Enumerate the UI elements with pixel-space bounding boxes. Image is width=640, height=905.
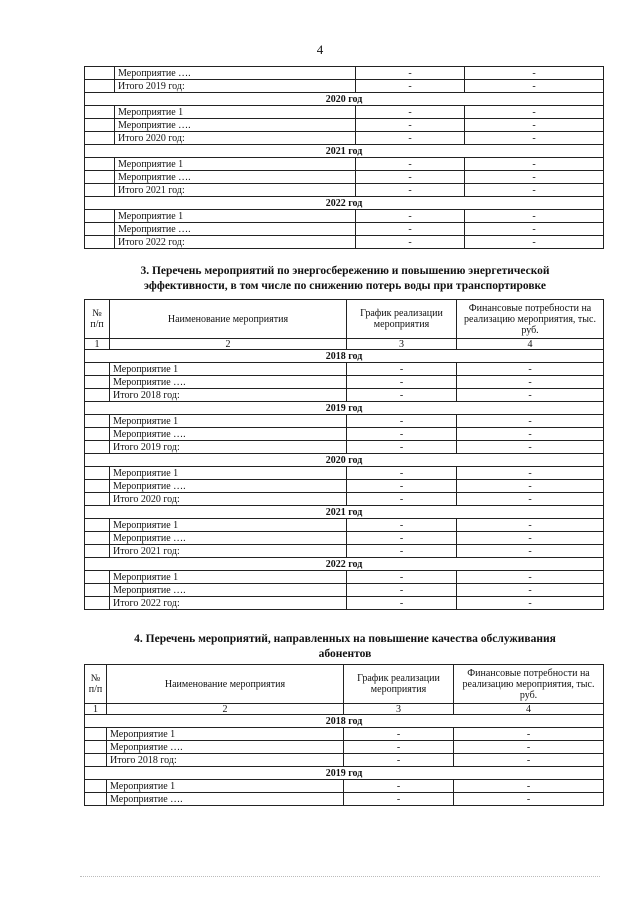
- row-number: [85, 119, 115, 132]
- row-schedule: -: [344, 780, 454, 793]
- row-name: Мероприятие ….: [115, 171, 356, 184]
- row-finance: -: [457, 415, 604, 428]
- row-finance: -: [465, 236, 604, 249]
- row-name: Итого 2020 год:: [115, 132, 356, 145]
- row-finance: -: [457, 376, 604, 389]
- year-label: 2022 год: [85, 197, 604, 210]
- row-number: [85, 389, 110, 402]
- column-index: 4: [454, 704, 604, 715]
- table-row: [85, 171, 604, 184]
- table-row: [85, 467, 604, 480]
- column-index: 3: [344, 704, 454, 715]
- row-name: Мероприятие 1: [110, 571, 347, 584]
- row-schedule: -: [356, 184, 465, 197]
- row-finance: -: [465, 106, 604, 119]
- total-row: [85, 389, 604, 402]
- row-schedule: -: [344, 793, 454, 806]
- row-name: Мероприятие ….: [110, 428, 347, 441]
- row-number: [85, 106, 115, 119]
- header-num: № п/п: [85, 300, 110, 339]
- row-number: [85, 728, 107, 741]
- row-name: Мероприятие ….: [107, 793, 344, 806]
- row-schedule: -: [347, 571, 457, 584]
- total-row: [85, 236, 604, 249]
- row-schedule: -: [356, 236, 465, 249]
- row-number: [85, 210, 115, 223]
- row-finance: -: [465, 223, 604, 236]
- column-index: 1: [85, 704, 107, 715]
- table-row: [85, 415, 604, 428]
- table-row: [85, 480, 604, 493]
- total-row: [85, 597, 604, 610]
- row-finance: -: [457, 584, 604, 597]
- row-finance: -: [457, 532, 604, 545]
- row-schedule: -: [356, 119, 465, 132]
- header-schedule: График реализации мероприятия: [344, 665, 454, 704]
- row-name: Итого 2018 год:: [110, 389, 347, 402]
- header-finance: Финансовые потребности на реализацию мероприятия, тыс. руб.: [457, 300, 604, 339]
- energy-saving-table: [84, 299, 604, 610]
- row-finance: -: [454, 754, 604, 767]
- row-number: [85, 493, 110, 506]
- row-finance: -: [457, 545, 604, 558]
- row-number: [85, 441, 110, 454]
- row-name: Мероприятие ….: [107, 741, 344, 754]
- header-name: Наименование мероприятия: [110, 300, 347, 339]
- row-number: [85, 132, 115, 145]
- row-name: Мероприятие 1: [115, 210, 356, 223]
- row-schedule: -: [356, 158, 465, 171]
- row-number: [85, 584, 110, 597]
- row-schedule: -: [347, 597, 457, 610]
- row-schedule: -: [347, 584, 457, 597]
- row-name: Итого 2019 год:: [115, 80, 356, 93]
- column-index-row: [85, 704, 604, 715]
- table-row: [85, 376, 604, 389]
- row-finance: -: [457, 571, 604, 584]
- row-schedule: -: [347, 493, 457, 506]
- row-number: [85, 532, 110, 545]
- row-number: [85, 754, 107, 767]
- year-row: [85, 402, 604, 415]
- table-row: [85, 584, 604, 597]
- row-name: Мероприятие 1: [107, 728, 344, 741]
- header-row: [85, 665, 604, 704]
- row-name: Итого 2020 год:: [110, 493, 347, 506]
- table-row: [85, 158, 604, 171]
- row-finance: -: [465, 171, 604, 184]
- year-row: [85, 558, 604, 571]
- year-label: 2018 год: [85, 350, 604, 363]
- row-schedule: -: [356, 132, 465, 145]
- table-row: [85, 780, 604, 793]
- year-row: [85, 767, 604, 780]
- header-name: Наименование мероприятия: [107, 665, 344, 704]
- year-row: [85, 93, 604, 106]
- row-finance: -: [457, 519, 604, 532]
- total-row: [85, 132, 604, 145]
- table-row: [85, 363, 604, 376]
- row-schedule: -: [356, 106, 465, 119]
- row-number: [85, 363, 110, 376]
- row-number: [85, 793, 107, 806]
- row-schedule: -: [347, 545, 457, 558]
- row-name: Итого 2018 год:: [107, 754, 344, 767]
- row-finance: -: [457, 363, 604, 376]
- row-schedule: -: [347, 363, 457, 376]
- row-schedule: -: [347, 441, 457, 454]
- row-name: Мероприятие 1: [110, 363, 347, 376]
- column-index: 3: [347, 339, 457, 350]
- row-finance: -: [465, 67, 604, 80]
- column-index: 4: [457, 339, 604, 350]
- row-name: Мероприятие 1: [107, 780, 344, 793]
- row-name: Итого 2022 год:: [110, 597, 347, 610]
- row-schedule: -: [347, 532, 457, 545]
- year-row: [85, 145, 604, 158]
- year-row: [85, 350, 604, 363]
- header-schedule: График реализации мероприятия: [347, 300, 457, 339]
- column-index-row: [85, 339, 604, 350]
- row-number: [85, 171, 115, 184]
- table-row: [85, 119, 604, 132]
- row-name: Мероприятие ….: [115, 223, 356, 236]
- year-row: [85, 197, 604, 210]
- row-number: [85, 223, 115, 236]
- row-schedule: -: [344, 728, 454, 741]
- row-name: Мероприятие 1: [115, 106, 356, 119]
- table-row: [85, 428, 604, 441]
- row-number: [85, 158, 115, 171]
- total-row: [85, 493, 604, 506]
- row-name: Мероприятие ….: [110, 480, 347, 493]
- row-finance: -: [457, 441, 604, 454]
- row-name: Итого 2021 год:: [115, 184, 356, 197]
- row-schedule: -: [347, 389, 457, 402]
- year-label: 2020 год: [85, 93, 604, 106]
- section-4-title: 4. Перечень мероприятий, направленных на повышение качества обслуживания абонентов: [134, 633, 556, 660]
- row-schedule: -: [356, 171, 465, 184]
- row-number: [85, 480, 110, 493]
- year-label: 2018 год: [85, 715, 604, 728]
- row-schedule: -: [356, 223, 465, 236]
- row-schedule: -: [347, 519, 457, 532]
- year-label: 2022 год: [85, 558, 604, 571]
- row-schedule: -: [347, 467, 457, 480]
- year-row: [85, 506, 604, 519]
- row-schedule: -: [344, 741, 454, 754]
- row-finance: -: [457, 428, 604, 441]
- column-index: 1: [85, 339, 110, 350]
- row-finance: -: [465, 184, 604, 197]
- row-number: [85, 467, 110, 480]
- column-index: 2: [107, 704, 344, 715]
- row-number: [85, 571, 110, 584]
- row-number: [85, 376, 110, 389]
- row-name: Мероприятие 1: [110, 415, 347, 428]
- total-row: [85, 441, 604, 454]
- header-num: № п/п: [85, 665, 107, 704]
- row-schedule: -: [347, 415, 457, 428]
- row-schedule: -: [356, 67, 465, 80]
- row-finance: -: [465, 158, 604, 171]
- table-row: [85, 793, 604, 806]
- row-name: Мероприятие 1: [115, 158, 356, 171]
- row-number: [85, 780, 107, 793]
- row-number: [85, 519, 110, 532]
- service-quality-table: [84, 664, 604, 806]
- row-name: Мероприятие ….: [115, 67, 356, 80]
- row-name: Мероприятие 1: [110, 519, 347, 532]
- total-row: [85, 754, 604, 767]
- total-row: [85, 545, 604, 558]
- year-label: 2020 год: [85, 454, 604, 467]
- row-number: [85, 236, 115, 249]
- column-index: 2: [110, 339, 347, 350]
- row-schedule: -: [347, 480, 457, 493]
- row-number: [85, 597, 110, 610]
- table-row: [85, 532, 604, 545]
- row-number: [85, 545, 110, 558]
- row-name: Итого 2021 год:: [110, 545, 347, 558]
- row-finance: -: [457, 467, 604, 480]
- row-finance: -: [465, 132, 604, 145]
- scan-edge-line: [80, 876, 600, 877]
- year-label: 2019 год: [85, 767, 604, 780]
- year-label: 2021 год: [85, 506, 604, 519]
- row-number: [85, 741, 107, 754]
- row-name: Итого 2019 год:: [110, 441, 347, 454]
- table-row: [85, 519, 604, 532]
- row-schedule: -: [347, 376, 457, 389]
- row-finance: -: [457, 480, 604, 493]
- year-row: [85, 715, 604, 728]
- header-finance: Финансовые потребности на реализацию мероприятия, тыс. руб.: [454, 665, 604, 704]
- year-label: 2021 год: [85, 145, 604, 158]
- row-finance: -: [465, 119, 604, 132]
- row-name: Мероприятие ….: [115, 119, 356, 132]
- row-name: Мероприятие 1: [110, 467, 347, 480]
- page-number: 4: [316, 42, 324, 57]
- table-row: [85, 223, 604, 236]
- row-schedule: -: [347, 428, 457, 441]
- row-finance: -: [457, 389, 604, 402]
- row-name: Мероприятие ….: [110, 584, 347, 597]
- header-row: [85, 300, 604, 339]
- row-number: [85, 428, 110, 441]
- row-number: [85, 67, 115, 80]
- row-name: Мероприятие ….: [110, 376, 347, 389]
- table-row: [85, 728, 604, 741]
- total-row: [85, 184, 604, 197]
- row-number: [85, 415, 110, 428]
- row-name: Мероприятие ….: [110, 532, 347, 545]
- year-row: [85, 454, 604, 467]
- row-finance: -: [465, 80, 604, 93]
- row-finance: -: [465, 210, 604, 223]
- row-finance: -: [454, 793, 604, 806]
- table-row: [85, 741, 604, 754]
- row-schedule: -: [344, 754, 454, 767]
- table-row: [85, 106, 604, 119]
- row-finance: -: [454, 741, 604, 754]
- row-finance: -: [457, 597, 604, 610]
- total-row: [85, 80, 604, 93]
- row-number: [85, 184, 115, 197]
- row-finance: -: [454, 780, 604, 793]
- table-row: [85, 210, 604, 223]
- row-schedule: -: [356, 210, 465, 223]
- row-number: [85, 80, 115, 93]
- year-label: 2019 год: [85, 402, 604, 415]
- continued-table: [84, 66, 604, 249]
- section-3-title: 3. Перечень мероприятий по энергосбережению и повышению энергетической эффективности, в том числе по снижению потерь воды при транспортировке: [140, 265, 550, 292]
- row-schedule: -: [356, 80, 465, 93]
- row-finance: -: [454, 728, 604, 741]
- row-name: Итого 2022 год:: [115, 236, 356, 249]
- table-row: [85, 67, 604, 80]
- row-finance: -: [457, 493, 604, 506]
- table-row: [85, 571, 604, 584]
